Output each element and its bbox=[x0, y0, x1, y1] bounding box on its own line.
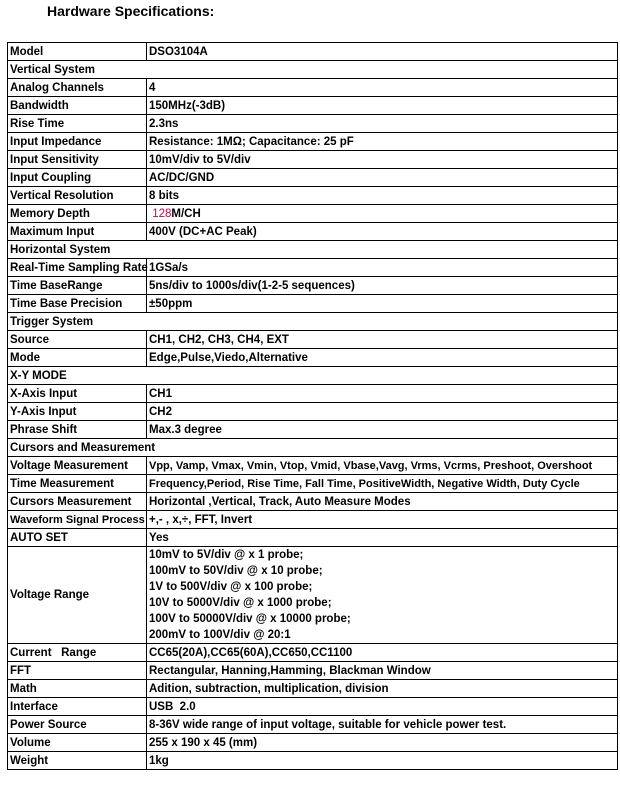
row-value: AC/DC/GND bbox=[147, 169, 618, 187]
row-value: Max.3 degree bbox=[147, 421, 618, 439]
row-value: DSO3104A bbox=[147, 43, 618, 61]
table-row bbox=[8, 529, 618, 547]
list-item: 10mV to 5V/div @ x 1 probe; bbox=[149, 549, 304, 561]
section-row bbox=[8, 241, 618, 259]
row-value: Rectangular, Hanning,Hamming, Blackman Window bbox=[147, 662, 618, 680]
row-value: 1GSa/s bbox=[147, 259, 618, 277]
row-value: CH1 bbox=[147, 385, 618, 403]
table-row bbox=[8, 43, 618, 61]
table-row bbox=[8, 457, 618, 475]
row-value: 10mV/div to 5V/div bbox=[147, 151, 618, 169]
row-value: 8-36V wide range of input voltage, suitable for vehicle power test. bbox=[147, 716, 618, 734]
table-row bbox=[8, 662, 618, 680]
row-label: Input Sensitivity bbox=[8, 151, 147, 169]
table-row bbox=[8, 277, 618, 295]
row-label: Source bbox=[8, 331, 147, 349]
list-item: 100mV to 50V/div @ x 10 probe; bbox=[149, 565, 323, 577]
row-label: Rise Time bbox=[8, 115, 147, 133]
row-label: Power Source bbox=[8, 716, 147, 734]
memory-depth-unit: M/CH bbox=[171, 207, 201, 220]
voltage-range-list bbox=[147, 547, 618, 644]
row-value: 400V (DC+AC Peak) bbox=[147, 223, 618, 241]
table-row bbox=[8, 349, 618, 367]
row-label: Bandwidth bbox=[8, 97, 147, 115]
table-row bbox=[8, 79, 618, 97]
row-label: FFT bbox=[8, 662, 147, 680]
section-row bbox=[8, 439, 618, 457]
row-value: Horizontal ,Vertical, Track, Auto Measure Modes bbox=[147, 493, 618, 511]
row-label: AUTO SET bbox=[8, 529, 147, 547]
row-label: Cursors Measurement bbox=[8, 493, 147, 511]
list-item: 100V to 50000V/div @ x 10000 probe; bbox=[149, 613, 351, 625]
table-row bbox=[8, 475, 618, 493]
section-row bbox=[8, 61, 618, 79]
row-value: Adition, subtraction, multiplication, division bbox=[147, 680, 618, 698]
row-value: 8 bits bbox=[147, 187, 618, 205]
row-label: Memory Depth bbox=[8, 205, 147, 223]
row-label: Mode bbox=[8, 349, 147, 367]
row-value: USB 2.0 bbox=[147, 698, 618, 716]
row-label: X-Axis Input bbox=[8, 385, 147, 403]
row-label: Math bbox=[8, 680, 147, 698]
row-label: Vertical Resolution bbox=[8, 187, 147, 205]
row-label: Voltage Measurement bbox=[8, 457, 147, 475]
table-row bbox=[8, 133, 618, 151]
row-label: Phrase Shift bbox=[8, 421, 147, 439]
section-row bbox=[8, 313, 618, 331]
row-label: Time BaseRange bbox=[8, 277, 147, 295]
table-row bbox=[8, 511, 618, 529]
list-item: 200mV to 100V/div @ 20:1 bbox=[149, 629, 291, 641]
table-row bbox=[8, 547, 618, 644]
memory-depth-number: 128 bbox=[152, 207, 172, 220]
section-header: Vertical System bbox=[8, 61, 618, 79]
table-row bbox=[8, 680, 618, 698]
table-row bbox=[8, 223, 618, 241]
table-row bbox=[8, 331, 618, 349]
row-value: 150MHz(-3dB) bbox=[147, 97, 618, 115]
row-label: Model bbox=[8, 43, 147, 61]
row-value: Vpp, Vamp, Vmax, Vmin, Vtop, Vmid, Vbase,Vavg, Vrms, Vcrms, Preshoot, Overshoot bbox=[147, 457, 618, 475]
row-value: 255 x 190 x 45 (mm) bbox=[147, 734, 618, 752]
row-value: Frequency,Period, Rise Time, Fall Time, PositiveWidth, Negative Width, Duty Cycle bbox=[147, 475, 618, 493]
table-row bbox=[8, 752, 618, 770]
table-row bbox=[8, 169, 618, 187]
row-value bbox=[147, 205, 618, 223]
table-row bbox=[8, 259, 618, 277]
row-label: Interface bbox=[8, 698, 147, 716]
row-label: Input Impedance bbox=[8, 133, 147, 151]
row-label: Voltage Range bbox=[8, 547, 147, 644]
table-row bbox=[8, 493, 618, 511]
row-value: 5ns/div to 1000s/div(1-2-5 sequences) bbox=[147, 277, 618, 295]
row-label: Volume bbox=[8, 734, 147, 752]
table-row bbox=[8, 151, 618, 169]
section-header: Cursors and Measurement bbox=[8, 439, 618, 457]
row-value: CC65(20A),CC65(60A),CC650,CC1100 bbox=[147, 644, 618, 662]
row-label: Weight bbox=[8, 752, 147, 770]
page-title: Hardware Specifications: bbox=[47, 3, 215, 19]
table-row bbox=[8, 295, 618, 313]
row-value: Resistance: 1MΩ; Capacitance: 25 pF bbox=[147, 133, 618, 151]
row-value: 2.3ns bbox=[147, 115, 618, 133]
table-row bbox=[8, 644, 618, 662]
table-row bbox=[8, 205, 618, 223]
spec-table bbox=[7, 42, 618, 770]
row-value: CH1, CH2, CH3, CH4, EXT bbox=[147, 331, 618, 349]
row-label: Time Measurement bbox=[8, 475, 147, 493]
table-row bbox=[8, 716, 618, 734]
list-item: 1V to 500V/div @ x 100 probe; bbox=[149, 581, 313, 593]
table-row bbox=[8, 385, 618, 403]
row-value: 4 bbox=[147, 79, 618, 97]
section-row bbox=[8, 367, 618, 385]
row-value: ±50ppm bbox=[147, 295, 618, 313]
row-value: Edge,Pulse,Viedo,Alternative bbox=[147, 349, 618, 367]
row-label: Analog Channels bbox=[8, 79, 147, 97]
table-row bbox=[8, 187, 618, 205]
table-row bbox=[8, 698, 618, 716]
table-row bbox=[8, 97, 618, 115]
list-item: 10V to 5000V/div @ x 1000 probe; bbox=[149, 597, 332, 609]
table-row bbox=[8, 403, 618, 421]
row-label: Time Base Precision bbox=[8, 295, 147, 313]
row-label: Real-Time Sampling Rate bbox=[8, 259, 147, 277]
row-label: Current Range bbox=[8, 644, 147, 662]
table-row bbox=[8, 115, 618, 133]
row-value: Yes bbox=[147, 529, 618, 547]
table-row bbox=[8, 421, 618, 439]
section-header: Horizontal System bbox=[8, 241, 618, 259]
row-value: 1kg bbox=[147, 752, 618, 770]
row-label: Waveform Signal Process bbox=[8, 511, 147, 529]
section-header: Trigger System bbox=[8, 313, 618, 331]
row-label: Y-Axis Input bbox=[8, 403, 147, 421]
row-label: Maximum Input bbox=[8, 223, 147, 241]
row-label: Input Coupling bbox=[8, 169, 147, 187]
row-value: +,- , x,÷, FFT, Invert bbox=[147, 511, 618, 529]
section-header: X-Y MODE bbox=[8, 367, 618, 385]
table-row bbox=[8, 734, 618, 752]
row-value: CH2 bbox=[147, 403, 618, 421]
